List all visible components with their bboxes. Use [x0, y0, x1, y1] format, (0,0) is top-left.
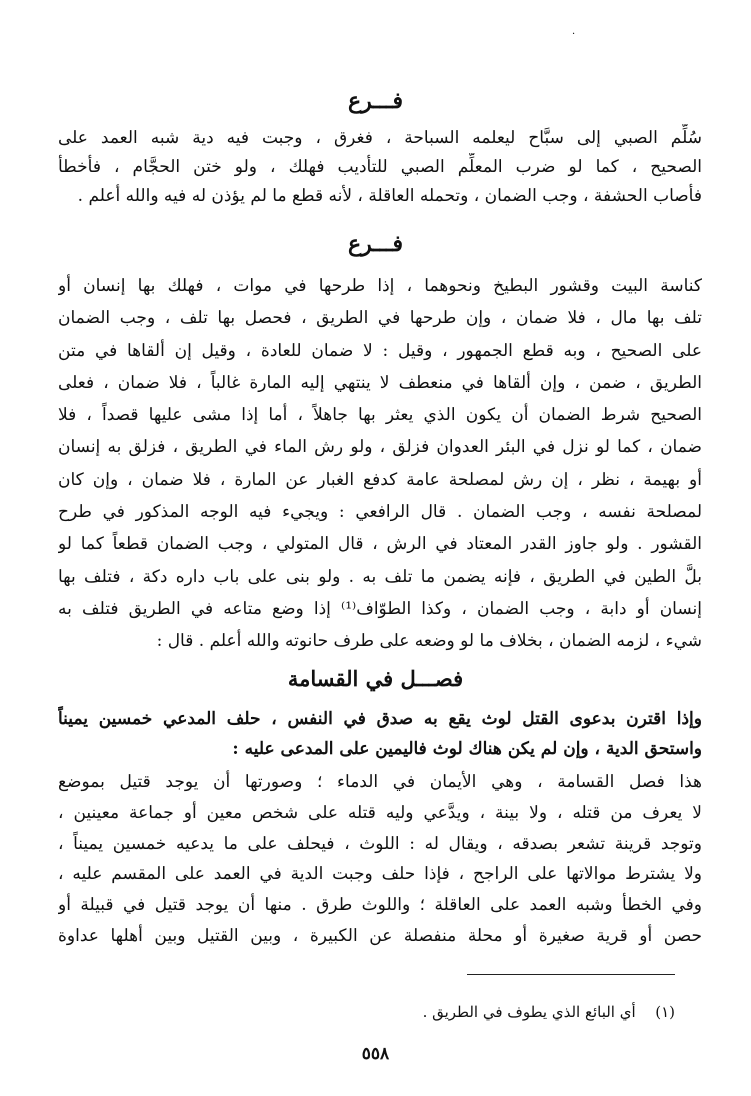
footnote: [423, 1002, 675, 1022]
page-number: ٥٥٨: [361, 1044, 390, 1064]
text-line: حصن أو قرية صغيرة أو محلة منفصلة عن الكبيرة ، وبين القتيل وبين أهلها عداوة: [58, 925, 702, 946]
text-line: أو بهيمة ، نظر ، إن رش لمصلحة عامة كدفع الغبار عن المارة ، فلا ضمان ، وإن كان: [58, 469, 702, 490]
section-heading-3: فصـــل في القسامة: [287, 666, 464, 691]
text-line: القشور . ولو جاوز القدر المعتاد في الرش ، قال المتولي ، وجب الضمان قطعاً كما لو: [58, 534, 702, 555]
text-line: ولا يشترط موالاتها على الراجح ، فإذا حلف وجبت الدية في العمد على المقسم عليه ،: [58, 864, 702, 885]
section-1-body: [58, 124, 702, 211]
section-heading-1: فـــرع: [347, 88, 404, 114]
text-line: كناسة البيت وقشور البطيخ ونحوهما ، إذا طرحها في موات ، فهلك بها إنسان أو: [58, 276, 702, 296]
text-line: وفي الخطأ وشبه العمد على العاقلة ؛ واللوث طرق . منها أن يوجد قتيل في قبيلة أو: [58, 895, 702, 916]
text-line: شيء ، لزمه الضمان ، بخلاف ما لو وضعه على طرف حانوته والله أعلم . قال :: [156, 631, 702, 652]
matn-text: [58, 704, 702, 764]
text-line: الطريق ، ضمن ، وإن ألقاها في منعطف لا ينتهي إليه المارة غالباً ، فلا ضمان ، فعلى: [58, 372, 702, 393]
text-line: تلف بها مال ، فلا ضمان ، وإن طرحها في الطريق ، فحصل بها تلف ، وجب الضمان: [58, 308, 702, 329]
section-heading-2: فـــرع: [347, 231, 404, 257]
text-line: إنسان أو دابة ، وجب الضمان ، وكذا الطوّاف⁽¹⁾ إذا وضع متاعه في الطريق فتلف به: [58, 598, 702, 619]
text-line: هذا فصل القسامة ، وهي الأيمان في الدماء ؛ وصورتها أن يوجد قتيل بموضع: [58, 772, 702, 792]
text-line: ضمان ، كما لو نزل في البئر العدوان فزلق ، ولو رش الماء في الطريق ، فزلق به إنسان: [58, 437, 702, 458]
footnote-separator: [467, 974, 675, 975]
text-line: سُلِّم الصبي إلى سبَّاح ليعلمه السباحة ، فغرق ، وجبت فيه دية شبه العمد على: [58, 128, 702, 148]
text-line: على الصحيح ، وبه قطع الجمهور ، وقيل : لا ضمان للعادة ، وقيل إن ألقاها في متن: [58, 340, 702, 361]
text-line: واستحق الدية ، وإن لم يكن هناك لوث فاليمين على المدعى عليه :: [232, 739, 702, 759]
text-line: فأصاب الحشفة ، وجب الضمان ، وتحمله العاقلة ، لأنه قطع ما لم يؤذن له فيه والله أعلم .: [77, 186, 702, 206]
text-line: وتوجد قرينة تشعر بصدقه ، ويقال له : اللوث ، فيحلف على ما يدعيه خمسين يميناً ،: [58, 833, 702, 854]
text-line: الصحيح ، كما لو ضرب المعلِّم الصبي للتأديب فهلك ، ولو ختن الحجَّام ، فأخطأ: [58, 157, 702, 177]
text-line: الصحيح شرط الضمان أن يكون الذي يعثر بها جاهلاً ، أما إذا مشى عليها قصداً ، فلا: [58, 405, 702, 426]
text-line: لمصلحة نفسه ، وجب الضمان . قال الرافعي : ويجيء فيه الوجه المذكور في طرح: [58, 502, 702, 523]
text-line: وإذا اقترن بدعوى القتل لوث يقع به صدق في النفس ، حلف المدعي خمسين يميناً: [58, 709, 702, 729]
footnote-number: (١): [655, 1003, 675, 1021]
section-3-body: [58, 767, 702, 952]
text-line: بلَّ الطين في الطريق ، فإنه يضمن ما تلف به . ولو بنى على باب داره دكة ، فتلف بها: [58, 566, 702, 587]
ink-dot: ·: [572, 29, 576, 40]
text-line: لا يعرف من قتله ، ولا بينة ، ويدَّعي وليه قتله على شخص معين أو جماعة معينين ،: [58, 802, 702, 823]
footnote-text: أي البائع الذي يطوف في الطريق .: [422, 1003, 636, 1021]
section-2-body: [58, 270, 702, 658]
